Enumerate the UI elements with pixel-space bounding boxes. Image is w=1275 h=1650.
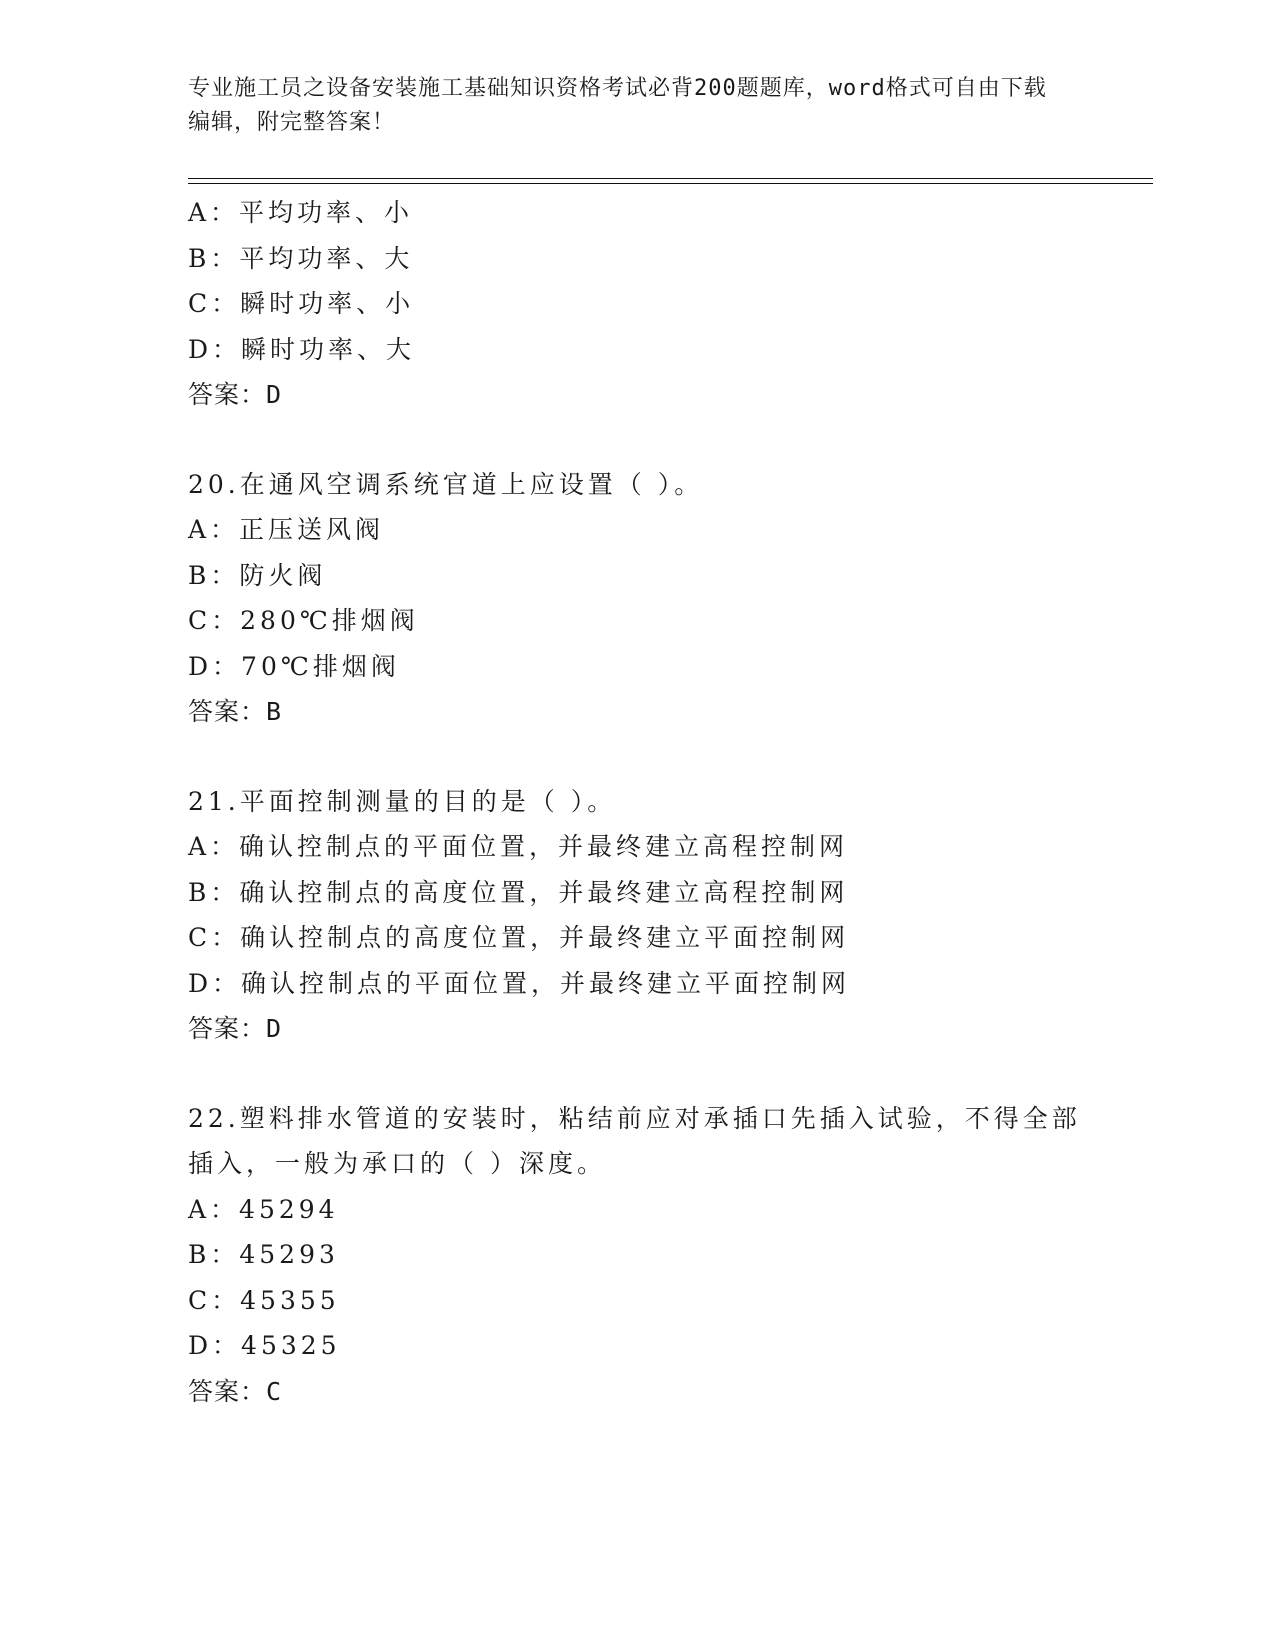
question-text: 21.平面控制测量的目的是（ ）。 <box>188 786 617 816</box>
answer-line: 答案：D <box>188 380 283 409</box>
question-block-19 <box>188 190 1088 418</box>
document-header: 专业施工员之设备安装施工基础知识资格考试必背200题题库，word格式可自由下载编辑，附完整答案！ <box>188 76 1047 135</box>
header-divider-bottom <box>188 183 1153 184</box>
option-c: C：确认控制点的高度位置，并最终建立平面控制网 <box>188 923 850 952</box>
option-d: D：70℃排烟阀 <box>188 651 400 681</box>
spacer <box>188 735 1088 779</box>
question-block-20 <box>188 462 1088 735</box>
option-c: C：瞬时功率、小 <box>188 289 415 318</box>
question-text-line-2: 插入，一般为承口的（ ）深度。 <box>188 1149 606 1178</box>
question-text: 20.在通风空调系统官道上应设置（ ）。 <box>188 469 704 499</box>
answer-line: 答案：B <box>188 697 283 726</box>
option-b: B：45293 <box>188 1240 339 1269</box>
option-a: A：45294 <box>188 1194 339 1224</box>
answer-line: 答案：C <box>188 1376 283 1406</box>
question-block-21 <box>188 779 1088 1052</box>
option-b: B：平均功率、大 <box>188 243 414 273</box>
header-divider-top <box>188 178 1153 179</box>
option-b: B：防火阀 <box>188 560 327 590</box>
option-a: A：确认控制点的平面位置，并最终建立高程控制网 <box>188 832 849 861</box>
spacer <box>188 418 1088 462</box>
option-d: D：瞬时功率、大 <box>188 334 416 364</box>
option-c: C：45355 <box>188 1285 340 1315</box>
answer-line: 答案：D <box>188 1014 283 1043</box>
option-b: B：确认控制点的高度位置，并最终建立高程控制网 <box>188 877 849 907</box>
option-a: A：正压送风阀 <box>188 515 385 544</box>
spacer <box>188 1052 1088 1096</box>
question-block-22 <box>188 1096 1088 1415</box>
option-d: D：确认控制点的平面位置，并最终建立平面控制网 <box>188 968 851 998</box>
option-a: A：平均功率、小 <box>188 198 414 227</box>
option-c: C：280℃排烟阀 <box>188 606 419 635</box>
question-text-line-1: 22.塑料排水管道的安装时，粘结前应对承插口先插入试验，不得全部 <box>188 1103 1081 1133</box>
option-d: D：45325 <box>188 1331 341 1360</box>
question-list <box>188 190 1088 1414</box>
